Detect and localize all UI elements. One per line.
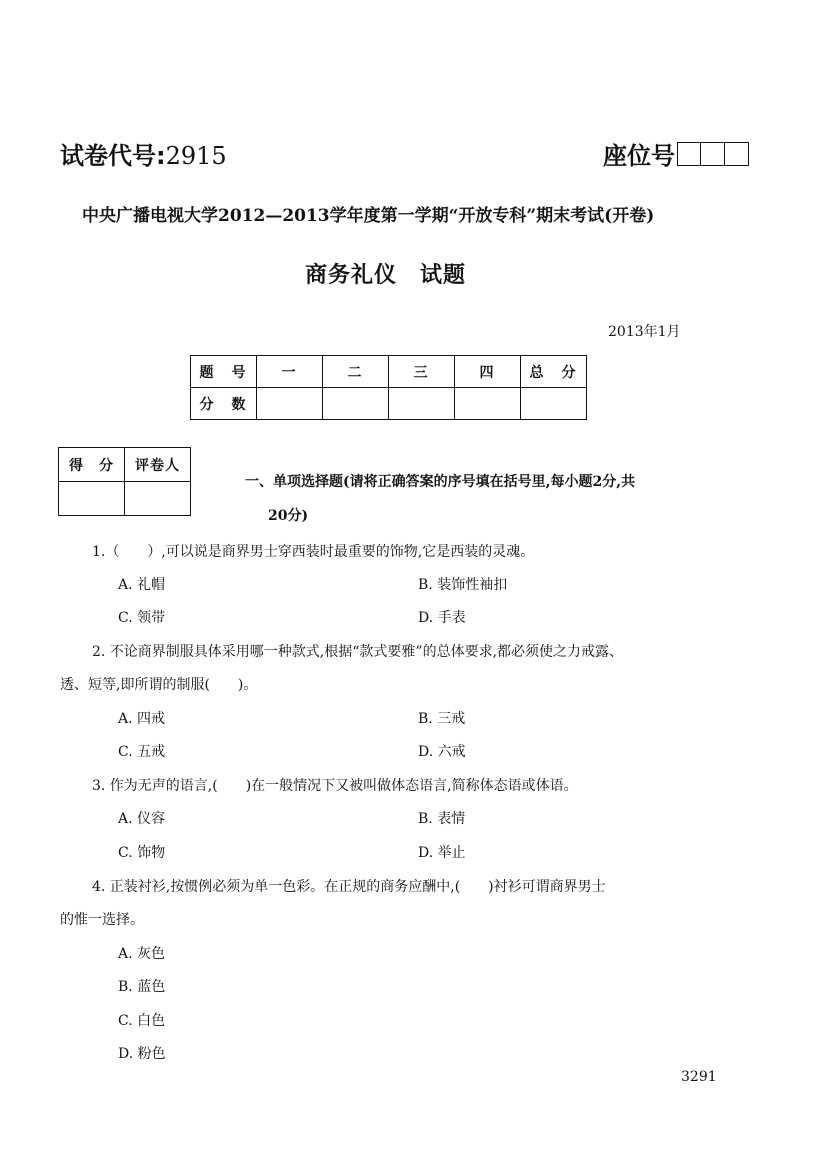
question-2: 2. 不论商界制服具体采用哪一种款式,根据“款式要雅”的总体要求,都必须使之力戒露、 <box>92 644 624 660</box>
page-number: 3291 <box>681 1069 717 1085</box>
question-1-option-d: D. 手表 <box>418 610 466 626</box>
grader-table-blank-row <box>59 482 191 516</box>
seat-number-boxes <box>677 142 749 166</box>
grader-table-blank <box>125 482 191 516</box>
score-table-cell: 一 <box>257 356 323 388</box>
seat-box <box>677 142 701 166</box>
question-1: 1.（ ）,可以说是商界男士穿西装时最重要的饰物,它是西装的灵魂。 <box>92 544 535 560</box>
section-heading: 一、单项选择题(请将正确答案的序号填在括号里,每小题2分,共 <box>245 474 636 490</box>
seat-box <box>725 142 749 166</box>
question-2-option-b: B. 三戒 <box>418 711 466 727</box>
score-table <box>190 355 587 420</box>
question-3: 3. 作为无声的语言,( )在一般情况下又被叫做体态语言,简称体态语或体语。 <box>92 778 578 794</box>
question-1-option-b: B. 装饰性袖扣 <box>418 577 508 593</box>
score-table-blank <box>389 388 455 420</box>
question-4: 4. 正装衬衫,按惯例必须为单一色彩。在正规的商务应酬中,( )衬衫可谓商界男士 <box>92 879 606 895</box>
score-table-blank <box>455 388 521 420</box>
seat-box <box>701 142 725 166</box>
exam-date: 2013年1月 <box>608 324 681 340</box>
exam-code-label: 试卷代号: <box>60 142 166 170</box>
question-1-option-c: C. 领带 <box>118 610 166 626</box>
score-table-cell: 三 <box>389 356 455 388</box>
score-table-blank <box>257 388 323 420</box>
question-3-option-c: C. 饰物 <box>118 845 166 861</box>
question-3-option-a: A. 仪容 <box>118 811 166 827</box>
question-4-option-b: B. 蓝色 <box>118 979 166 995</box>
question-2-option-d: D. 六戒 <box>418 744 466 760</box>
section-heading-cont: 20分) <box>268 508 309 524</box>
question-2-cont: 透、短等,即所谓的制服( )。 <box>60 677 258 693</box>
question-4-cont: 的惟一选择。 <box>60 912 144 928</box>
score-table-cell: 总 分 <box>521 356 587 388</box>
score-table-cell: 题 号 <box>191 356 257 388</box>
question-4-option-a: A. 灰色 <box>118 946 166 962</box>
exam-subtitle: 中央广播电视大学2012—2013学年度第一学期“开放专科”期末考试(开卷) <box>82 206 655 226</box>
question-2-option-c: C. 五戒 <box>118 744 166 760</box>
score-table-cell: 四 <box>455 356 521 388</box>
score-table-blank <box>521 388 587 420</box>
grader-name-label: 评卷人 <box>125 448 191 482</box>
grader-table-blank <box>59 482 125 516</box>
grader-table <box>58 447 191 516</box>
grader-score-label: 得 分 <box>59 448 125 482</box>
exam-title: 商务礼仪 试题 <box>305 263 467 288</box>
score-table-blank <box>323 388 389 420</box>
seat-number-label: 座位号 <box>603 142 675 170</box>
question-2-option-a: A. 四戒 <box>118 711 166 727</box>
question-3-option-b: B. 表情 <box>418 811 466 827</box>
score-table-cell: 二 <box>323 356 389 388</box>
grader-table-header-row <box>59 448 191 482</box>
score-table-cell: 分 数 <box>191 388 257 420</box>
exam-code <box>60 136 227 171</box>
exam-code-value: 2915 <box>165 142 227 170</box>
score-table-header-row <box>191 356 587 388</box>
question-3-option-d: D. 举止 <box>418 845 466 861</box>
question-4-option-d: D. 粉色 <box>118 1046 166 1062</box>
question-4-option-c: C. 白色 <box>118 1013 166 1029</box>
score-table-score-row <box>191 388 587 420</box>
question-1-option-a: A. 礼帽 <box>118 577 166 593</box>
seat-number <box>603 136 749 171</box>
